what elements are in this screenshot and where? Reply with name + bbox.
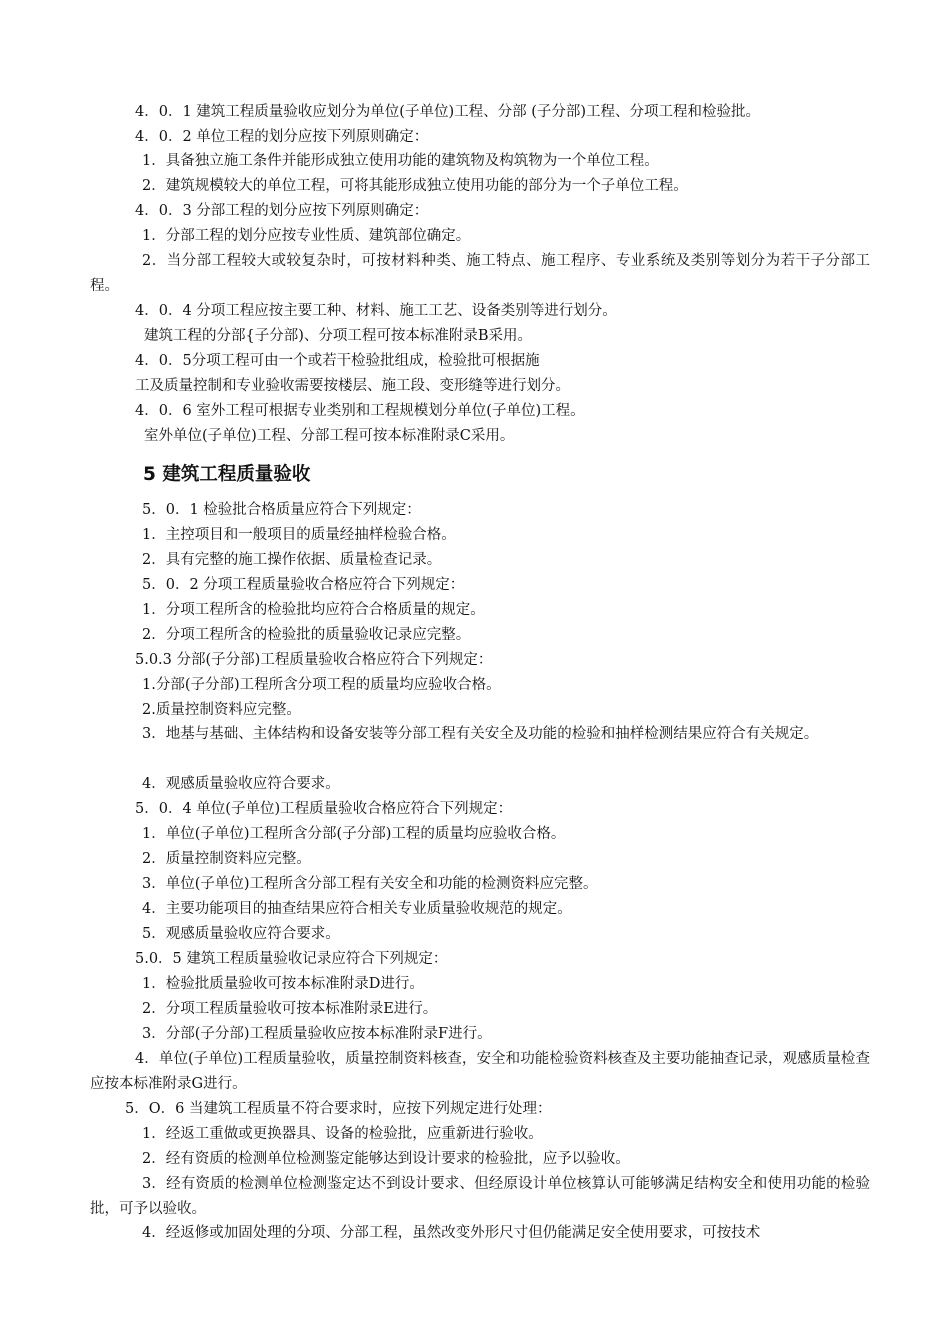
clause-5-0-1-item-1: 1．主控项目和一般项目的质量经抽样检验合格。 [142, 527, 456, 543]
clause-4-0-6: 4．0．6 室外工程可根据专业类别和工程规模划分单位(子单位)工程。 [135, 403, 585, 419]
clause-4-0-3-item-1: 1．分部工程的划分应按专业性质、建筑部位确定。 [142, 228, 471, 244]
clause-5-0-3-item-1: 1.分部(子分部)工程所含分项工程的质量均应验收合格。 [142, 677, 501, 693]
clause-5-0-6-item-2: 2．经有资质的检测单位检测鉴定能够达到设计要求的检验批，应予以验收。 [142, 1151, 630, 1167]
clause-5-0-4-item-5: 5．观感质量验收应符合要求。 [142, 926, 340, 942]
clause-4-0-3: 4．0．3 分部工程的划分应按下列原则确定： [135, 203, 429, 219]
clause-4-0-4: 4．0．4 分项工程应按主要工种、材料、施工工艺、设备类别等进行划分。 [135, 303, 617, 319]
clause-4-0-6-note: 室外单位(子单位)工程、分部工程可按本标准附录C采用。 [144, 428, 515, 444]
clause-4-0-3-item-2: 2．当分部工程较大或较复杂时，可按材料种类、施工特点、施工程序、专业系统及类别等划分为若干子分部工程。 [90, 253, 870, 294]
clause-5-0-5-item-4: 4．单位(子单位)工程质量验收，质量控制资料核查，安全和功能检验资料核查及主要功能抽查记录，观感质量检查应按本标准附录G进行。 [90, 1051, 870, 1092]
clause-5-0-3-item-2: 2.质量控制资料应完整。 [142, 702, 301, 718]
clause-5-0-6-item-3: 3．经有资质的检测单位检测鉴定达不到设计要求、但经原设计单位核算认可能够满足结构安全和使用功能的检验批，可予以验收。 [90, 1176, 870, 1217]
clause-5-0-4-item-1: 1．单位(子单位)工程所含分部(子分部)工程的质量均应验收合格。 [142, 826, 566, 842]
clause-4-0-4-note: 建筑工程的分部{子分部)、分项工程可按本标准附录B采用。 [144, 328, 533, 344]
clause-5-0-5-item-1: 1．检验批质量验收可按本标准附录D进行。 [142, 976, 424, 992]
clause-5-0-2-item-1: 1．分项工程所含的检验批均应符合合格质量的规定。 [142, 602, 485, 618]
clause-5-0-4: 5．0．4 单位(子单位)工程质量验收合格应符合下列规定： [135, 801, 513, 817]
clause-5-0-5: 5.0．5 建筑工程质量验收记录应符合下列规定： [135, 951, 448, 967]
clause-5-0-5-item-3: 3．分部(子分部)工程质量验收应按本标准附录F进行。 [142, 1026, 492, 1042]
clause-5-0-3-item-3: 3．地基与基础、主体结构和设备安装等分部工程有关安全及功能的检验和抽样检测结果应符合有关规定。 [142, 726, 819, 742]
clause-5-0-3: 5.0.3 分部(子分部)工程质量验收合格应符合下列规定： [135, 652, 493, 668]
clause-5-0-1-item-2: 2．具有完整的施工操作依据、质量检查记录。 [142, 552, 442, 568]
clause-5-0-6-item-1: 1．经返工重做或更换器具、设备的检验批，应重新进行验收。 [142, 1126, 543, 1142]
clause-4-0-2: 4．0．2 单位工程的划分应按下列原则确定： [135, 129, 429, 145]
clause-5-0-4-item-2: 2．质量控制资料应完整。 [142, 851, 311, 867]
clause-4-0-5: 4．0．5分项工程可由一个或若干检验批组成，检验批可根据施 [135, 353, 540, 369]
clause-4-0-1: 4．0．1 建筑工程质量验收应划分为单位(子单位)工程、分部 (子分部)工程、分项工程和检验批。 [135, 104, 761, 120]
clause-4-0-5-cont: 工及质量控制和专业验收需要按楼层、施工段、变形缝等进行划分。 [135, 378, 570, 394]
clause-4-0-2-item-2: 2．建筑规模较大的单位工程，可将其能形成独立使用功能的部分为一个子单位工程。 [142, 178, 688, 194]
clause-4-0-2-item-1: 1．具备独立施工条件并能形成独立使用功能的建筑物及构筑物为一个单位工程。 [142, 153, 659, 169]
clause-5-0-4-item-4: 4．主要功能项目的抽查结果应符合相关专业质量验收规范的规定。 [142, 901, 572, 917]
section-heading-5: 5 建筑工程质量验收 [143, 464, 311, 485]
clause-5-0-6: 5．O．6 当建筑工程质量不符合要求时，应按下列规定进行处理： [125, 1101, 552, 1117]
clause-5-0-5-item-2: 2．分项工程质量验收可按本标准附录E进行。 [142, 1001, 438, 1017]
clause-5-0-2: 5．0．2 分项工程质量验收合格应符合下列规定： [142, 577, 465, 593]
clause-5-0-1: 5．0．1 检验批合格质量应符合下列规定： [142, 502, 421, 518]
clause-5-0-6-item-4: 4．经返修或加固处理的分项、分部工程，虽然改变外形尺寸但仍能满足安全使用要求，可按技术 [142, 1225, 761, 1241]
clause-5-0-3-item-4: 4．观感质量验收应符合要求。 [142, 776, 340, 792]
clause-5-0-4-item-3: 3．单位(子单位)工程所含分部工程有关安全和功能的检测资料应完整。 [142, 876, 598, 892]
clause-5-0-2-item-2: 2．分项工程所含的检验批的质量验收记录应完整。 [142, 627, 471, 643]
